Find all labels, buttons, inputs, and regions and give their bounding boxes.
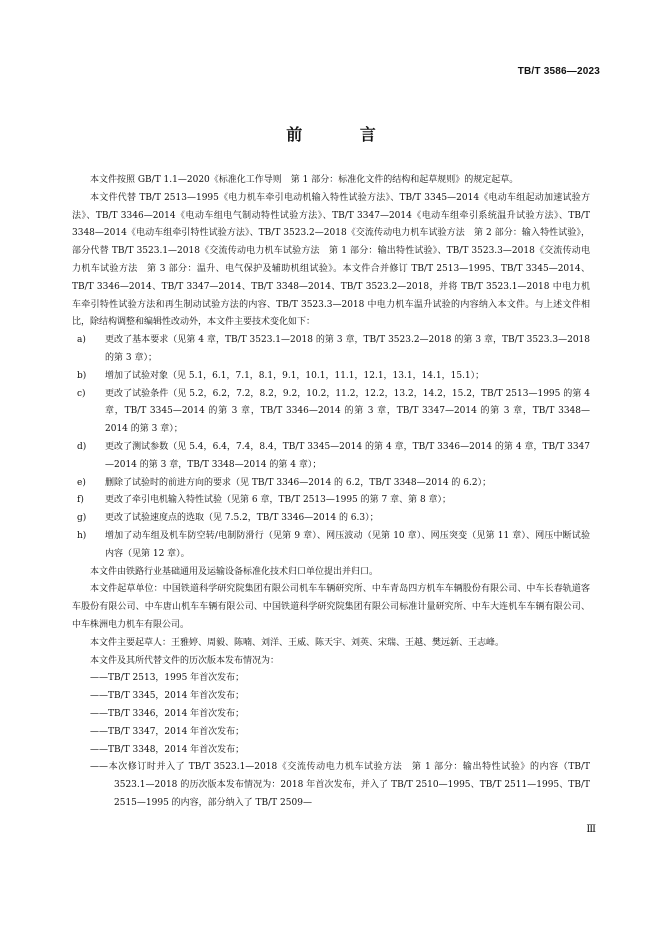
history-item: ——TB/T 3347，2014 年首次发布；	[90, 726, 245, 737]
document-code: TB/T 3586—2023	[517, 66, 600, 77]
list-text: 删除了试验时的前进方向的要求（见 TB/T 3346—2014 的 6.2，TB/T 3348—2014 的 6.2）；	[105, 477, 492, 488]
list-item	[72, 510, 590, 528]
list-label: d)	[77, 441, 87, 452]
list-label: b)	[77, 370, 87, 381]
paragraph-replacement: 本文件代替 TB/T 2513—1995《电力机车牵引电动机输入特性试验方法》、TB/T 3345—2014《电动车组起动加速试验方法》、TB/T 3346—2014《电动车组电气制动特性试验方法》、TB/T 3347—2014《电动车组牵引系统温升试验方法》、TB/T 3348—2014《电动车组牵引特性试验方法》、TB/T 3523.2—2018《交流传动电力机车试验方法 第 2 部分：输入特性试验》，部分代替 TB/T 3523.1—2018《交流传动电力机车试验方法 第 1 部分：输出特性试验》、TB/T 3523.3—2018《交流传动电力机车试验方法 第 3 部分：温升、电气保护及辅助机组试验》。本文件合并修订 TB/T 2513—1995、TB/T 3345—2014、TB/T 3346—2014、TB/T 3347—2014、TB/T 3348—2014、TB/T 3523.2—2018，并将 TB/T 3523.1—2018 中电力机车牵引特性试验方法和再生制动试验方法的内容、TB/T 3523.3—2018 中电力机车温升试验的内容纳入本文件。与上述文件相比，除结构调整和编辑性改动外，本文件主要技术变化如下：	[72, 192, 590, 328]
paragraph-history-intro: 本文件及其所代替文件的历次版本发布情况为：	[90, 655, 280, 666]
list-label: g)	[77, 513, 87, 524]
list-text: 更改了牵引电机输入特性试验（见第 6 章，TB/T 2513—1995 的第 7 章、第 8 章）；	[105, 495, 452, 506]
history-list	[72, 670, 590, 812]
list-item	[72, 492, 590, 510]
paragraph-proposer: 本文件由铁路行业基础通用及运输设备标准化技术归口单位提出并归口。	[90, 566, 379, 577]
list-item	[72, 528, 590, 564]
list-label: a)	[77, 335, 86, 346]
history-item: ——TB/T 3348，2014 年首次发布；	[90, 744, 245, 755]
history-item: ——TB/T 3346，2014 年首次发布；	[90, 708, 245, 719]
list-label: c)	[77, 388, 86, 399]
history-item: ——TB/T 2513，1995 年首次发布；	[90, 673, 245, 684]
list-label: h)	[77, 530, 87, 541]
paragraph-drafting-rules: 本文件按照 GB/T 1.1—2020《标准化工作导则 第 1 部分：标准化文件的结构和起草规则》的规定起草。	[90, 175, 519, 185]
list-item	[72, 475, 590, 493]
history-item: ——本次修订时并入了 TB/T 3523.1—2018《交流传动电力机车试验方法 第 1 部分：输出特性试验》的内容（TB/T 3523.1—2018 的历次版本发布情况为：2018 年首次发布，并入了 TB/T 2510—1995、TB/T 2511—1995、TB/T 2515—1995 的内容，部分纳入了 TB/T 2509—	[90, 762, 590, 808]
list-label: e)	[77, 477, 86, 488]
list-text: 增加了试验对象（见 5.1，6.1，7.1，8.1，9.1，10.1，11.1，12.1，13.1，14.1，15.1）；	[105, 370, 485, 381]
paragraph-drafters: 本文件主要起草人：王雅婷、周毅、陈喃、刘洋、王威、陈天宇、刘英、宋瑞、王越、樊远新、王志峰。	[90, 637, 505, 648]
page-number: Ⅲ	[586, 824, 596, 835]
list-item	[72, 386, 590, 439]
paragraph-drafting-units: 本文件起草单位：中国铁道科学研究院集团有限公司机车车辆研究所、中车青岛四方机车车辆股份有限公司、中车长春轨道客车股份有限公司、中车唐山机车车辆有限公司、中国铁道科学研究院集团有限公司标准计量研究所、中车大连机车车辆有限公司、中车株洲电力机车有限公司。	[72, 584, 590, 630]
list-text: 更改了测试参数（见 5.4，6.4，7.4，8.4，TB/T 3345—2014 的第 4 章，TB/T 3346—2014 的第 4 章，TB/T 3347—2014 的第 3 章，TB/T 3348—2014 的第 4 章）；	[105, 441, 590, 470]
list-text: 更改了基本要求（见第 4 章，TB/T 3523.1—2018 的第 3 章，TB/T 3523.2—2018 的第 3 章，TB/T 3523.3—2018 的第 3 章）；	[105, 335, 590, 363]
list-text: 更改了试验条件（见 5.2，6.2，7.2，8.2，9.2，10.2，11.2，12.2，13.2，14.2，15.2，TB/T 2513—1995 的第 4 章，TB/T 3345—2014 的第 3 章，TB/T 3346—2014 的第 3 章，TB/T 3347—2014 的第 3 章，TB/T 3348—2014 的第 3 章）；	[105, 388, 590, 435]
page-title: 前 言	[286, 125, 402, 144]
list-label: f)	[77, 495, 84, 506]
history-item: ——TB/T 3345，2014 年首次发布；	[90, 691, 245, 702]
list-item	[72, 439, 590, 475]
list-item	[72, 332, 590, 368]
list-text: 增加了动车组及机车防空转/电制防滑行（见第 9 章）、网压波动（见第 10 章）、网压突变（见第 11 章）、网压中断试验内容（见第 12 章）。	[105, 530, 590, 559]
list-text: 更改了试验速度点的选取（见 7.5.2，TB/T 3346—2014 的 6.3）；	[105, 513, 379, 524]
changes-list	[72, 332, 590, 563]
foreword-body	[72, 172, 590, 813]
list-item	[72, 368, 590, 386]
